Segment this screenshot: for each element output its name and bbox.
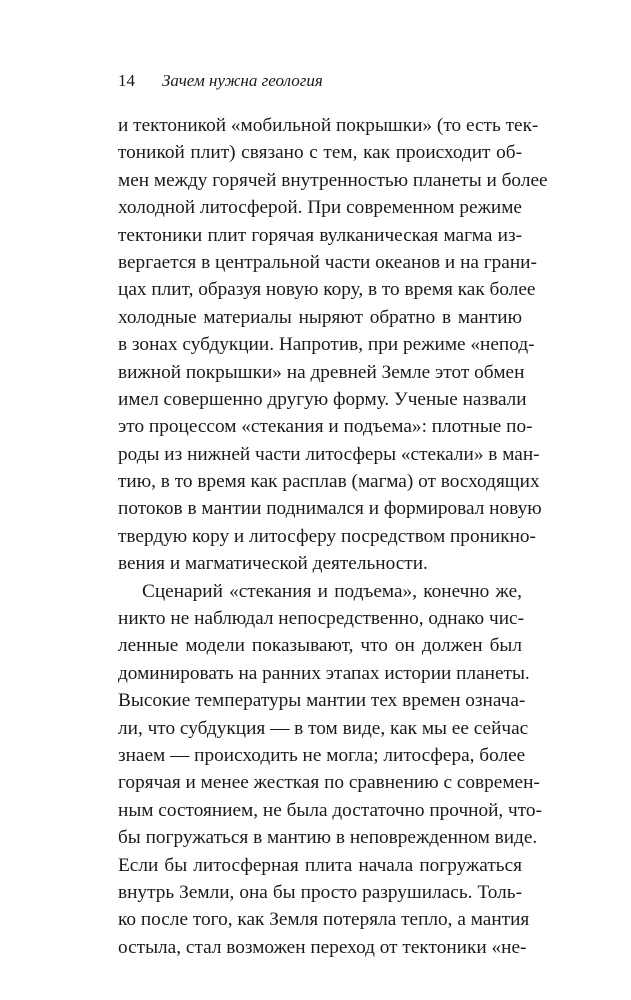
page-number: 14 [118,71,135,90]
text-line: и тектоникой «мобильной покрышки» (то есть тек- [118,115,539,136]
running-header [118,70,522,92]
text-line: тоникой плит) связано с тем, как происходит об- [118,142,522,164]
text-line: холодные материалы ныряют обратно в мантию [118,306,522,328]
text-line: тию, в то время как расплав (магма) от восходящих [118,471,540,493]
text-line: горячая и менее жесткая по сравнению с современ- [118,772,540,794]
text-line: тектоники плит горячая вулканическая магма из- [118,224,522,246]
text-line: это процессом «стекания и подъема»: плотные по- [118,416,533,438]
text-line: потоков в мантии поднимался и формировал новую [118,498,542,520]
text-line: в зонах субдукции. Напротив, при режиме «непод- [118,334,535,356]
text-line: знаем — происходить не могла; литосфера, более [118,744,526,766]
text-line: твердую кору и литосферу посредством проникно- [118,525,536,547]
text-line: ли, что субдукция — в том виде, как мы ее сейчас [118,717,529,739]
text-line: Высокие температуры мантии тех времен означа- [118,690,526,712]
running-title: Зачем нужна геология [162,71,323,90]
text-line: ко после того, как Земля потеряла тепло, а мантия [118,909,530,931]
text-line: никто не наблюдал непосредственно, однако чис- [118,608,525,630]
text-line: имел совершенно другую форму. Ученые назвали [118,388,527,410]
text-line: холодной литосферой. При современном режиме [118,197,522,219]
text-line: мен между горячей внутренностью планеты и более [118,169,548,191]
text-line: доминировать на ранних этапах истории планеты. [118,662,530,684]
text-line: остыла, стал возможен переход от тектоники «не- [118,936,527,958]
text-line: вергается в центральной части океанов и на грани- [118,251,537,273]
body-text [118,112,548,961]
text-line: бы погружаться в мантию в неповрежденном виде. [118,827,538,849]
text-line: Сценарий «стекания и подъема», конечно же, [142,580,522,602]
text-line: вижной покрышки» на древней Земле этот обмен [118,361,525,383]
paragraph-2 [118,578,542,961]
text-line: роды из нижней части литосферы «стекали» в ман- [118,443,540,465]
text-line: вения и магматической деятельности. [118,553,428,575]
text-line: Если бы литосферная плита начала погружаться [118,854,522,876]
text-line: цах плит, образуя новую кору, в то время как более [118,279,536,301]
paragraph-1 [118,112,548,578]
book-page [118,70,548,961]
text-line: внутрь Земли, она бы просто разрушилась. Толь- [118,881,522,903]
text-line: ным состоянием, не была достаточно прочной, что- [118,799,542,821]
text-line: ленные модели показывают, что он должен был [118,635,522,657]
